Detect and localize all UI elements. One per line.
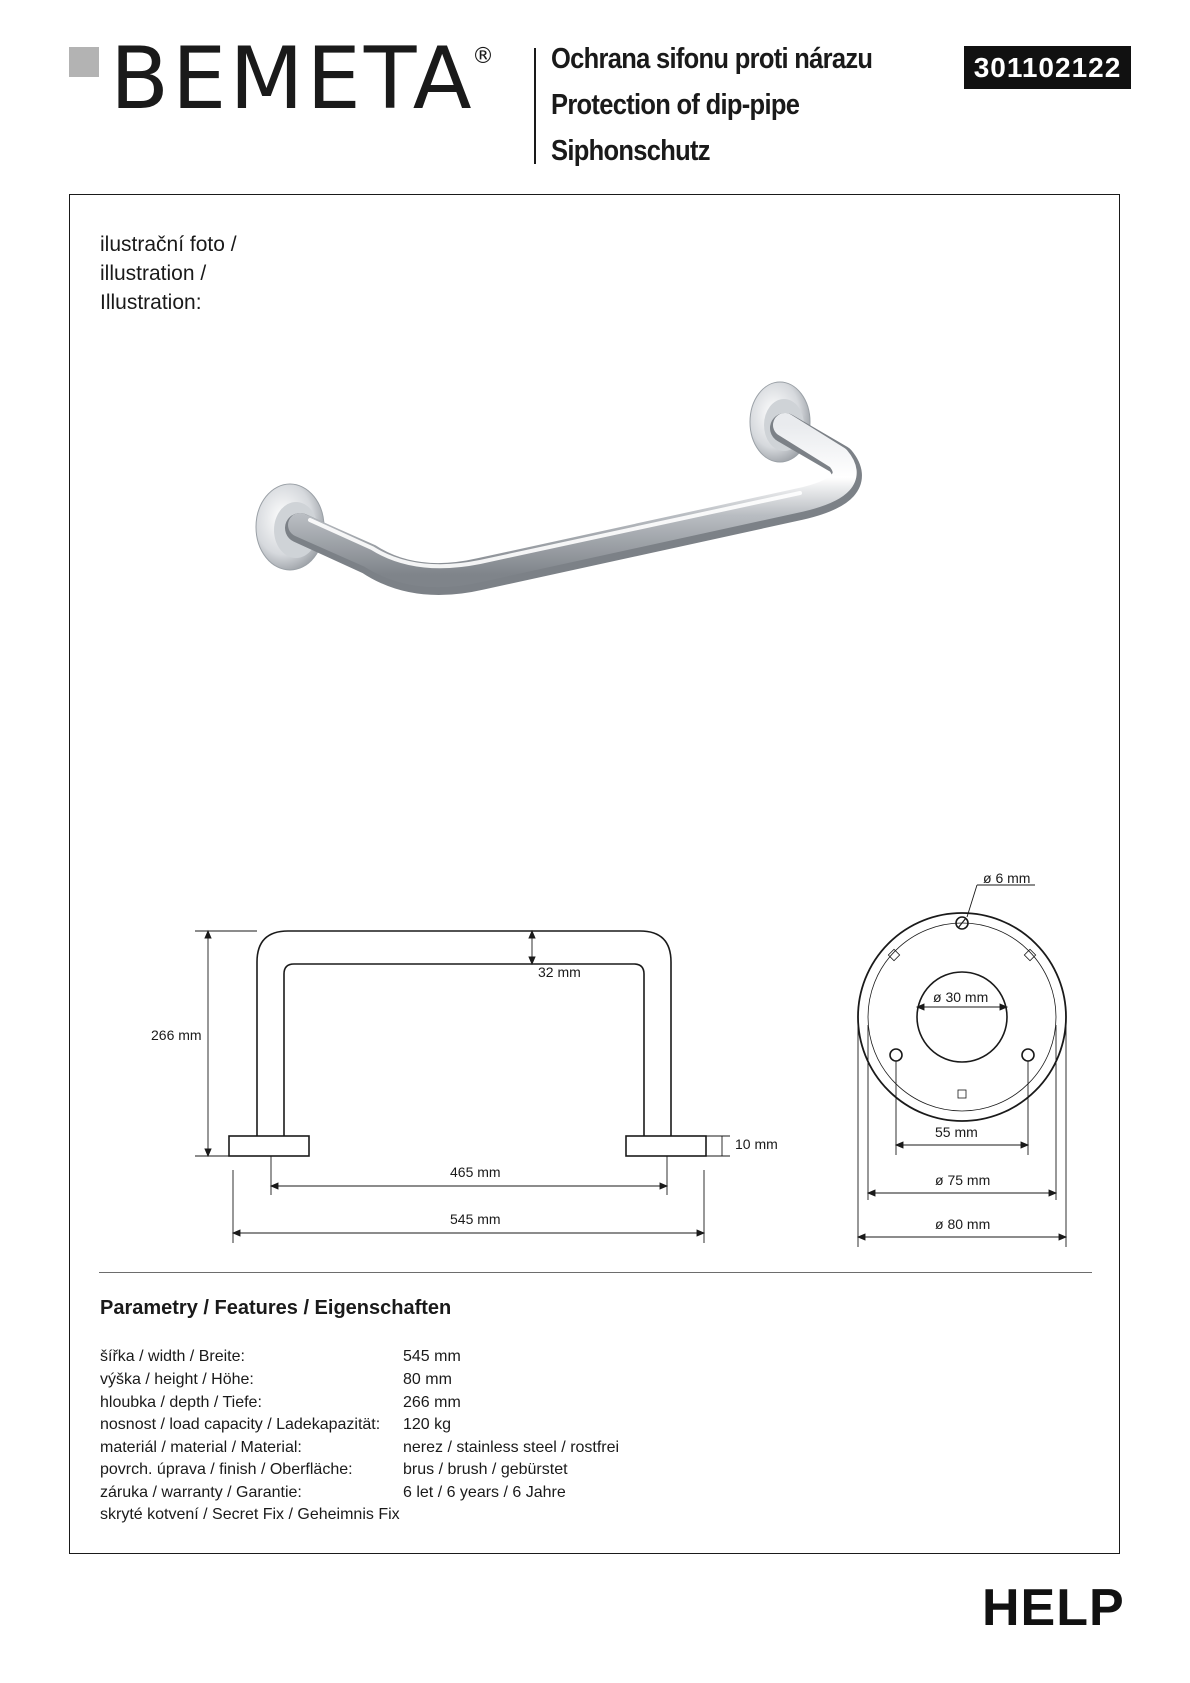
feature-value: nerez / stainless steel / rostfrei <box>403 1439 620 1456</box>
brand-logo: BEMETA <box>110 29 475 129</box>
feature-value: 6 let / 6 years / 6 Jahre <box>403 1484 566 1501</box>
screw-hole-right <box>1022 1049 1034 1061</box>
right-base-plate <box>626 1136 706 1156</box>
feature-label: záruka / warranty / Garantie: <box>100 1484 302 1501</box>
feature-label: skryté kotvení / Secret Fix / Geheimnis Fix <box>100 1506 400 1523</box>
feature-row-load-capacity <box>100 1414 452 1436</box>
registered-mark: ® <box>472 44 494 69</box>
dim-label-inner-width: 465 mm <box>450 1164 501 1180</box>
feature-label: výška / height / Höhe: <box>100 1371 254 1388</box>
left-base-plate <box>229 1136 309 1156</box>
caption-line-english: illustration / <box>100 262 207 285</box>
dim-label-plate-inner: ø 75 mm <box>935 1172 991 1188</box>
header-divider <box>534 48 536 164</box>
feature-row-warranty <box>100 1482 566 1504</box>
product-code-badge: 301102122 <box>964 46 1131 89</box>
dim-label-height: 266 mm <box>151 1027 202 1043</box>
illustration-caption <box>100 230 237 317</box>
product-photo <box>240 370 940 650</box>
feature-label: nosnost / load capacity / Ladekapazität: <box>100 1416 381 1433</box>
series-name: HELP <box>982 1579 1125 1637</box>
caption-line-czech: ilustrační foto / <box>100 233 237 256</box>
feature-row-material <box>100 1437 620 1459</box>
screw-hole-left <box>890 1049 902 1061</box>
feature-label: materiál / material / Material: <box>100 1439 302 1456</box>
dim-label-hole-spacing: 55 mm <box>935 1124 978 1140</box>
dim-label-center-hole: ø 30 mm <box>933 989 989 1005</box>
feature-label: povrch. úprava / finish / Oberfläche: <box>100 1461 353 1478</box>
feature-row-depth <box>100 1392 461 1414</box>
feature-value: 266 mm <box>403 1394 461 1411</box>
feature-value: 80 mm <box>403 1371 452 1388</box>
feature-row-height <box>100 1369 452 1391</box>
dim-label-tube: 32 mm <box>538 964 581 980</box>
flange-view-drawing <box>845 865 1095 1260</box>
feature-label: hloubka / depth / Tiefe: <box>100 1394 262 1411</box>
section-divider <box>99 1272 1092 1273</box>
title-german: Siphonschutz <box>551 135 710 167</box>
bar-outer-outline <box>257 931 671 1136</box>
front-view-drawing <box>140 905 810 1250</box>
caption-line-german: Illustration: <box>100 291 202 314</box>
dim-label-overall-width: 545 mm <box>450 1211 501 1227</box>
dim-label-screw-hole: ø 6 mm <box>983 870 1031 886</box>
feature-value: 120 kg <box>403 1416 452 1433</box>
features-heading: Parametry / Features / Eigenschaften <box>100 1297 452 1319</box>
feature-row-secret-fix <box>100 1504 400 1526</box>
feature-row-finish <box>100 1459 568 1481</box>
dim-label-base: 10 mm <box>735 1136 778 1152</box>
feature-row-width <box>100 1346 461 1368</box>
title-english: Protection of dip-pipe <box>551 89 800 121</box>
logo-square-icon <box>69 47 99 77</box>
title-czech: Ochrana sifonu proti nárazu <box>551 43 873 75</box>
dim-label-plate-outer: ø 80 mm <box>935 1216 991 1232</box>
center-hole-circle <box>917 972 1007 1062</box>
bar-inner-outline <box>284 964 644 1136</box>
feature-value: 545 mm <box>403 1348 461 1365</box>
feature-label: šířka / width / Breite: <box>100 1348 245 1365</box>
feature-value: brus / brush / gebürstet <box>403 1461 568 1478</box>
